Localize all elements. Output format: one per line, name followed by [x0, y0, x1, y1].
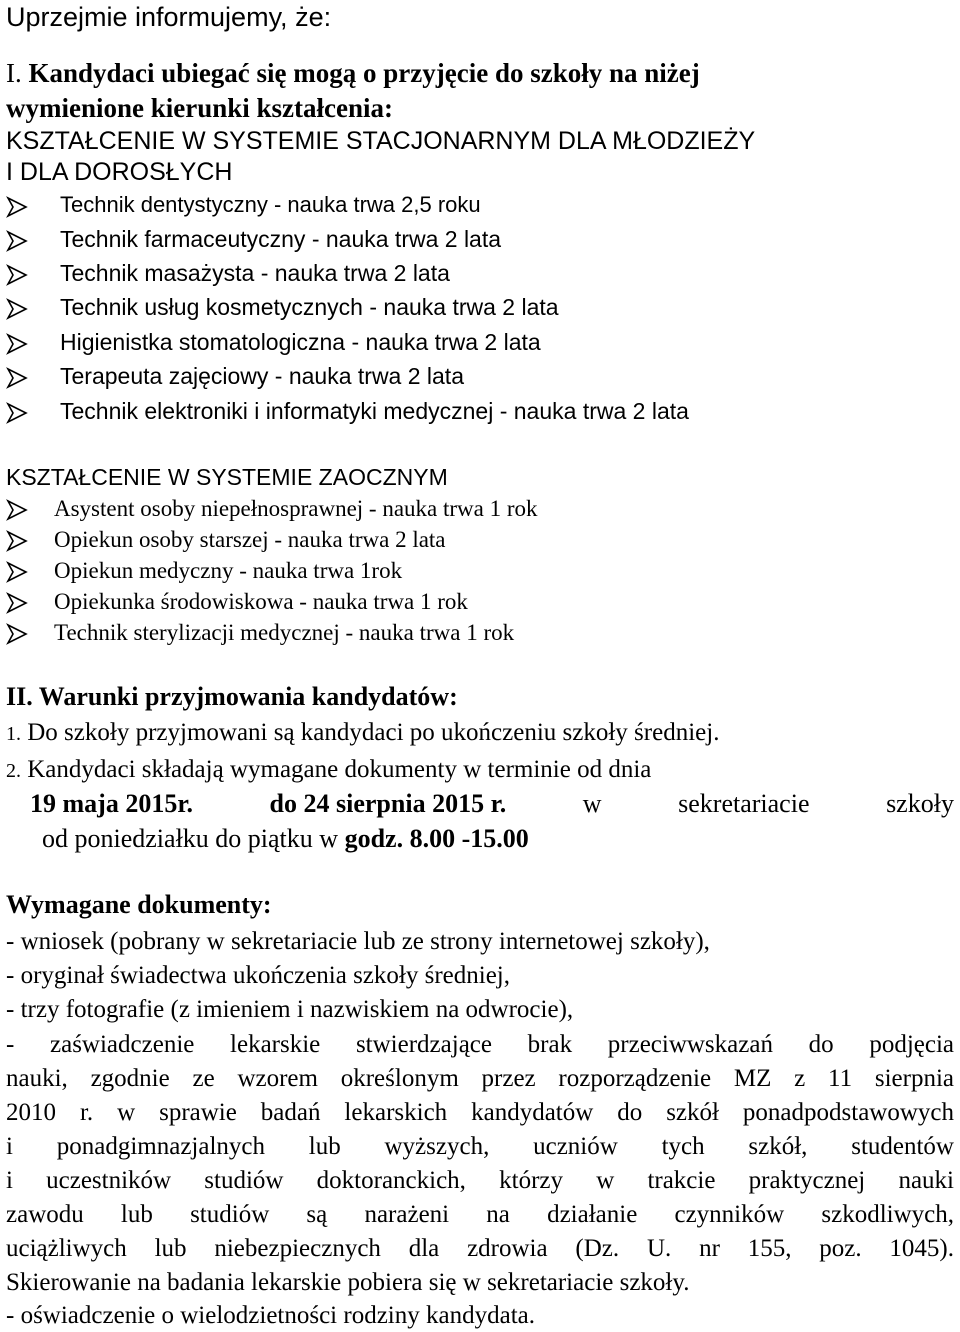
list-item: Asystent osoby niepełnosprawnej - nauka trwa 1 rok [54, 496, 538, 521]
document-item: - oryginał świadectwa ukończenia szkoły średniej, [6, 962, 510, 989]
section-1-number: I. [6, 58, 22, 88]
list-item: Opiekun osoby starszej - nauka trwa 2 lata [54, 527, 446, 552]
extramural-heading: KSZTAŁCENIE W SYSTEMIE ZAOCZNYM [6, 464, 448, 490]
list-item: Technik dentystyczny - nauka trwa 2,5 roku [60, 192, 481, 217]
list-item: Opiekunka środowiskowa - nauka trwa 1 rok [54, 589, 468, 614]
stationary-heading-line1: KSZTAŁCENIE W SYSTEMIE STACJONARNYM DLA MŁODZIEŻY [6, 127, 756, 155]
arrow-bullet-icon [6, 230, 28, 252]
office-hours [42, 826, 529, 852]
list-item: Terapeuta zajęciowy - nauka trwa 2 lata [60, 363, 464, 389]
condition-2 [6, 757, 651, 782]
arrow-bullet-icon [6, 196, 28, 218]
arrow-bullet-icon [6, 499, 28, 521]
medical-certificate-line6: zawodu lub studiów są narażeni na działanie czynników szkodliwych, [6, 1202, 954, 1228]
list-item: Technik usług kosmetycznych - nauka trwa 2 lata [60, 294, 559, 320]
condition-2-text: Kandydaci składają wymagane dokumenty w terminie od dnia [27, 756, 652, 783]
arrow-bullet-icon [6, 561, 28, 583]
section-2-title: II. Warunki przyjmowania kandydatów: [6, 682, 458, 711]
submission-dates-row [30, 791, 954, 817]
list-item: Opiekun medyczny - nauka trwa 1rok [54, 558, 403, 583]
list-item: Technik sterylizacji medycznej - nauka trwa 1 rok [54, 620, 515, 645]
medical-certificate-line7: uciążliwych lub niebezpiecznych dla zdrowia (Dz. U. nr 155, poz. 1045). [6, 1236, 954, 1262]
medical-certificate-line1: - zaświadczenie lekarskie stwierdzające brak przeciwwskazań do podjęcia [6, 1032, 954, 1058]
medical-certificate-line4: i ponadgimnazjalnych lub wyższych, uczniów tych szkół, studentów [6, 1134, 954, 1160]
medical-certificate-line5: i uczestników studiów doktoranckich, którzy w trakcie praktycznej nauki [6, 1168, 954, 1194]
intro-text: Uprzejmie informujemy, że: [6, 2, 332, 32]
documents-title: Wymagane dokumenty: [6, 890, 272, 919]
medical-certificate-line2: nauki, zgodnie ze wzorem określonym przez rozporządzenie MZ z 11 sierpnia [6, 1066, 954, 1092]
condition-1-number: 1. [6, 723, 21, 745]
list-item: Technik elektroniki i informatyki medycznej - nauka trwa 2 lata [60, 398, 689, 424]
medical-certificate-line3: 2010 r. w sprawie badań lekarskich kandydatów do szkół ponadpodstawowych [6, 1100, 954, 1126]
condition-1 [6, 720, 719, 745]
date-from: 19 maja 2015r. [30, 789, 193, 818]
arrow-bullet-icon [6, 367, 28, 389]
condition-2-number: 2. [6, 760, 21, 782]
list-item: Technik masażysta - nauka trwa 2 lata [60, 260, 450, 286]
stationary-heading-line2: I DLA DOROSŁYCH [6, 158, 233, 186]
arrow-bullet-icon [6, 333, 28, 355]
arrow-bullet-icon [6, 592, 28, 614]
condition-1-text: Do szkoły przyjmowani są kandydaci po ukończeniu szkoły średniej. [27, 719, 720, 746]
date-tail-word-1: w [582, 789, 602, 818]
arrow-bullet-icon [6, 298, 28, 320]
arrow-bullet-icon [6, 530, 28, 552]
office-hours-value: godz. 8.00 -15.00 [344, 824, 529, 853]
arrow-bullet-icon [6, 402, 28, 424]
date-tail-word-3: szkoły [886, 789, 954, 818]
document-item: - wniosek (pobrany w sekretariacie lub ze strony internetowej szkoły), [6, 928, 710, 955]
section-1-heading [6, 60, 700, 87]
list-item: Higienistka stomatologiczna - nauka trwa 2 lata [60, 329, 541, 355]
list-item: Technik farmaceutyczny - nauka trwa 2 lata [60, 226, 502, 252]
document-item: - oświadczenie o wielodzietności rodziny kandydata. [6, 1302, 535, 1329]
document-item: - trzy fotografie (z imieniem i nazwiskiem na odwrocie), [6, 996, 574, 1023]
date-to: do 24 sierpnia 2015 r. [269, 789, 507, 818]
section-1-title-line2: wymienione kierunki kształcenia: [6, 93, 394, 123]
arrow-bullet-icon [6, 264, 28, 286]
referral-note: Skierowanie na badania lekarskie pobiera się w sekretariacie szkoły. [6, 1269, 690, 1296]
date-tail-word-2: sekretariacie [678, 789, 810, 818]
section-1-title-line1: Kandydaci ubiegać się mogą o przyjęcie do szkoły na niżej [28, 58, 700, 88]
arrow-bullet-icon [6, 623, 28, 645]
office-hours-prefix: od poniedziałku do piątku w [42, 824, 339, 853]
